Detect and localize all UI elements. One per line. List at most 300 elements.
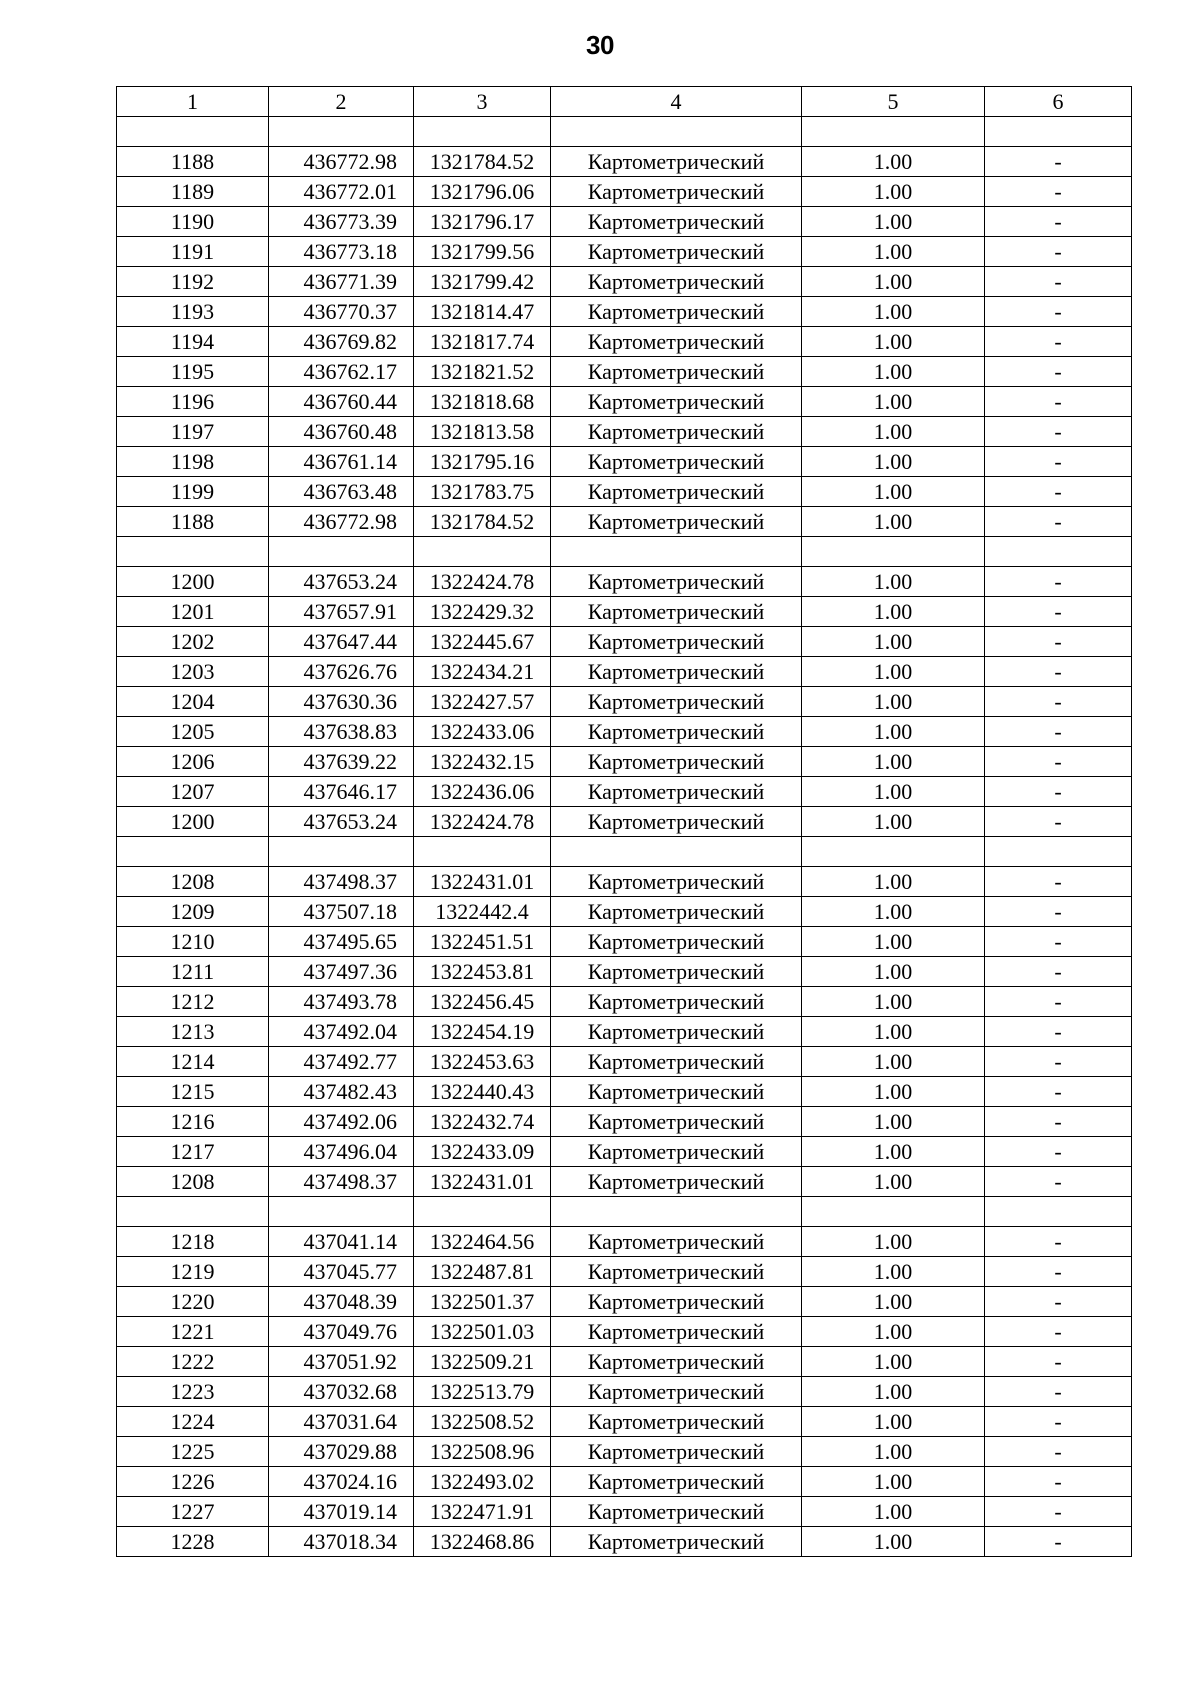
method-cell: Картометрический (551, 1257, 802, 1287)
y-coordinate-cell: 1322424.78 (414, 807, 551, 837)
method-cell: Картометрический (551, 447, 802, 477)
description-cell: - (985, 1287, 1132, 1317)
method-cell: Картометрический (551, 717, 802, 747)
table-row (117, 717, 1132, 747)
method-cell: Картометрический (551, 1317, 802, 1347)
accuracy-cell: 1.00 (802, 447, 985, 477)
method-cell: Картометрический (551, 1497, 802, 1527)
point-number-cell: 1189 (117, 177, 269, 207)
x-coordinate-cell: 437639.22 (269, 747, 414, 777)
table-row (117, 297, 1132, 327)
description-cell: - (985, 1497, 1132, 1527)
x-coordinate-cell: 437638.83 (269, 717, 414, 747)
description-cell: - (985, 567, 1132, 597)
accuracy-cell: 1.00 (802, 297, 985, 327)
y-coordinate-cell: 1321796.17 (414, 207, 551, 237)
description-cell: - (985, 897, 1132, 927)
accuracy-cell: 1.00 (802, 207, 985, 237)
table-row (117, 1527, 1132, 1557)
x-coordinate-cell: 437029.88 (269, 1437, 414, 1467)
point-number-cell: 1198 (117, 447, 269, 477)
separator-row (117, 837, 1132, 867)
description-cell: - (985, 717, 1132, 747)
table-row (117, 417, 1132, 447)
accuracy-cell: 1.00 (802, 327, 985, 357)
method-cell (551, 117, 802, 147)
method-cell: Картометрический (551, 237, 802, 267)
point-number-cell: 1223 (117, 1377, 269, 1407)
point-number-cell: 1197 (117, 417, 269, 447)
y-coordinate-cell: 1322451.51 (414, 927, 551, 957)
table-row (117, 627, 1132, 657)
description-cell (985, 837, 1132, 867)
point-number-cell (117, 1197, 269, 1227)
table-row (117, 1287, 1132, 1317)
method-cell: Картометрический (551, 1377, 802, 1407)
table-row (117, 1077, 1132, 1107)
description-cell: - (985, 987, 1132, 1017)
x-coordinate-cell: 436770.37 (269, 297, 414, 327)
description-cell: - (985, 1047, 1132, 1077)
accuracy-cell: 1.00 (802, 747, 985, 777)
description-cell: - (985, 1377, 1132, 1407)
column-header: 2 (269, 87, 414, 117)
description-cell: - (985, 357, 1132, 387)
point-number-cell (117, 837, 269, 867)
accuracy-cell: 1.00 (802, 897, 985, 927)
description-cell: - (985, 1437, 1132, 1467)
x-coordinate-cell: 437492.04 (269, 1017, 414, 1047)
point-number-cell: 1217 (117, 1137, 269, 1167)
description-cell: - (985, 1407, 1132, 1437)
point-number-cell: 1204 (117, 687, 269, 717)
table-row (117, 687, 1132, 717)
method-cell: Картометрический (551, 207, 802, 237)
accuracy-cell: 1.00 (802, 717, 985, 747)
table-row (117, 1317, 1132, 1347)
description-cell: - (985, 417, 1132, 447)
x-coordinate-cell: 437647.44 (269, 627, 414, 657)
method-cell: Картометрический (551, 507, 802, 537)
point-number-cell: 1207 (117, 777, 269, 807)
x-coordinate-cell: 437497.36 (269, 957, 414, 987)
point-number-cell: 1208 (117, 1167, 269, 1197)
description-cell: - (985, 927, 1132, 957)
method-cell (551, 837, 802, 867)
method-cell: Картометрический (551, 957, 802, 987)
method-cell: Картометрический (551, 1107, 802, 1137)
x-coordinate-cell: 437630.36 (269, 687, 414, 717)
description-cell: - (985, 507, 1132, 537)
y-coordinate-cell (414, 1197, 551, 1227)
table-row (117, 1257, 1132, 1287)
description-cell: - (985, 327, 1132, 357)
method-cell: Картометрический (551, 477, 802, 507)
accuracy-cell (802, 1197, 985, 1227)
y-coordinate-cell: 1322509.21 (414, 1347, 551, 1377)
description-cell: - (985, 627, 1132, 657)
x-coordinate-cell: 436760.48 (269, 417, 414, 447)
table-row (117, 447, 1132, 477)
table-row (117, 267, 1132, 297)
description-cell: - (985, 1467, 1132, 1497)
point-number-cell: 1224 (117, 1407, 269, 1437)
y-coordinate-cell: 1322433.06 (414, 717, 551, 747)
y-coordinate-cell (414, 837, 551, 867)
accuracy-cell: 1.00 (802, 1077, 985, 1107)
x-coordinate-cell: 437051.92 (269, 1347, 414, 1377)
table-row (117, 1347, 1132, 1377)
y-coordinate-cell: 1322487.81 (414, 1257, 551, 1287)
description-cell: - (985, 1107, 1132, 1137)
description-cell: - (985, 237, 1132, 267)
y-coordinate-cell: 1322513.79 (414, 1377, 551, 1407)
accuracy-cell (802, 117, 985, 147)
description-cell: - (985, 477, 1132, 507)
description-cell: - (985, 657, 1132, 687)
point-number-cell: 1199 (117, 477, 269, 507)
table-row (117, 357, 1132, 387)
x-coordinate-cell: 437041.14 (269, 1227, 414, 1257)
method-cell: Картометрический (551, 777, 802, 807)
method-cell (551, 537, 802, 567)
accuracy-cell: 1.00 (802, 957, 985, 987)
method-cell: Картометрический (551, 597, 802, 627)
description-cell: - (985, 1227, 1132, 1257)
y-coordinate-cell: 1322431.01 (414, 867, 551, 897)
accuracy-cell: 1.00 (802, 1377, 985, 1407)
description-cell: - (985, 387, 1132, 417)
y-coordinate-cell: 1321799.42 (414, 267, 551, 297)
description-cell: - (985, 597, 1132, 627)
x-coordinate-cell: 437049.76 (269, 1317, 414, 1347)
table-row (117, 387, 1132, 417)
x-coordinate-cell: 436760.44 (269, 387, 414, 417)
point-number-cell: 1213 (117, 1017, 269, 1047)
accuracy-cell: 1.00 (802, 1527, 985, 1557)
description-cell: - (985, 777, 1132, 807)
description-cell: - (985, 447, 1132, 477)
accuracy-cell: 1.00 (802, 567, 985, 597)
table-row (117, 1437, 1132, 1467)
table-row (117, 987, 1132, 1017)
table-row (117, 147, 1132, 177)
description-cell: - (985, 177, 1132, 207)
method-cell: Картометрический (551, 567, 802, 597)
y-coordinate-cell: 1322456.45 (414, 987, 551, 1017)
point-number-cell: 1200 (117, 807, 269, 837)
y-coordinate-cell (414, 117, 551, 147)
description-cell: - (985, 1077, 1132, 1107)
y-coordinate-cell: 1322471.91 (414, 1497, 551, 1527)
y-coordinate-cell: 1321784.52 (414, 507, 551, 537)
accuracy-cell: 1.00 (802, 477, 985, 507)
point-number-cell: 1226 (117, 1467, 269, 1497)
accuracy-cell: 1.00 (802, 777, 985, 807)
table-row (117, 807, 1132, 837)
method-cell: Картометрический (551, 747, 802, 777)
point-number-cell: 1221 (117, 1317, 269, 1347)
y-coordinate-cell: 1321818.68 (414, 387, 551, 417)
y-coordinate-cell: 1322468.86 (414, 1527, 551, 1557)
x-coordinate-cell: 437653.24 (269, 807, 414, 837)
table-row (117, 1377, 1132, 1407)
accuracy-cell: 1.00 (802, 657, 985, 687)
description-cell (985, 537, 1132, 567)
x-coordinate-cell: 437045.77 (269, 1257, 414, 1287)
table-row (117, 777, 1132, 807)
method-cell: Картометрический (551, 177, 802, 207)
accuracy-cell (802, 837, 985, 867)
y-coordinate-cell: 1322508.52 (414, 1407, 551, 1437)
point-number-cell: 1216 (117, 1107, 269, 1137)
table-row (117, 747, 1132, 777)
accuracy-cell: 1.00 (802, 1467, 985, 1497)
accuracy-cell: 1.00 (802, 1287, 985, 1317)
description-cell: - (985, 957, 1132, 987)
point-number-cell: 1228 (117, 1527, 269, 1557)
point-number-cell: 1222 (117, 1347, 269, 1377)
x-coordinate-cell: 437498.37 (269, 1167, 414, 1197)
table-row (117, 1137, 1132, 1167)
accuracy-cell: 1.00 (802, 147, 985, 177)
point-number-cell: 1210 (117, 927, 269, 957)
x-coordinate-cell: 436763.48 (269, 477, 414, 507)
method-cell: Картометрический (551, 387, 802, 417)
x-coordinate-cell: 436772.98 (269, 507, 414, 537)
description-cell: - (985, 267, 1132, 297)
accuracy-cell: 1.00 (802, 1047, 985, 1077)
y-coordinate-cell: 1322440.43 (414, 1077, 551, 1107)
y-coordinate-cell: 1322442.4 (414, 897, 551, 927)
method-cell: Картометрический (551, 927, 802, 957)
method-cell: Картометрический (551, 987, 802, 1017)
method-cell: Картометрический (551, 1407, 802, 1437)
table-row (117, 1017, 1132, 1047)
point-number-cell (117, 537, 269, 567)
x-coordinate-cell (269, 837, 414, 867)
accuracy-cell: 1.00 (802, 1107, 985, 1137)
x-coordinate-cell: 437018.34 (269, 1527, 414, 1557)
description-cell: - (985, 1527, 1132, 1557)
method-cell: Картометрический (551, 627, 802, 657)
method-cell: Картометрический (551, 1017, 802, 1047)
method-cell: Картометрический (551, 657, 802, 687)
x-coordinate-cell (269, 537, 414, 567)
x-coordinate-cell: 437626.76 (269, 657, 414, 687)
point-number-cell: 1190 (117, 207, 269, 237)
accuracy-cell: 1.00 (802, 1017, 985, 1047)
description-cell: - (985, 867, 1132, 897)
y-coordinate-cell: 1322429.32 (414, 597, 551, 627)
accuracy-cell: 1.00 (802, 177, 985, 207)
point-number-cell: 1211 (117, 957, 269, 987)
point-number-cell: 1203 (117, 657, 269, 687)
table-row (117, 237, 1132, 267)
accuracy-cell: 1.00 (802, 507, 985, 537)
accuracy-cell: 1.00 (802, 927, 985, 957)
table-row (117, 657, 1132, 687)
accuracy-cell: 1.00 (802, 1497, 985, 1527)
method-cell: Картометрический (551, 1347, 802, 1377)
y-coordinate-cell: 1321817.74 (414, 327, 551, 357)
table-row (117, 1227, 1132, 1257)
x-coordinate-cell: 437482.43 (269, 1077, 414, 1107)
description-cell: - (985, 1017, 1132, 1047)
method-cell: Картометрический (551, 267, 802, 297)
x-coordinate-cell: 437031.64 (269, 1407, 414, 1437)
method-cell: Картометрический (551, 897, 802, 927)
method-cell: Картометрический (551, 327, 802, 357)
y-coordinate-cell: 1322431.01 (414, 1167, 551, 1197)
table-row (117, 1497, 1132, 1527)
x-coordinate-cell: 437657.91 (269, 597, 414, 627)
x-coordinate-cell: 437024.16 (269, 1467, 414, 1497)
y-coordinate-cell: 1322436.06 (414, 777, 551, 807)
column-header: 6 (985, 87, 1132, 117)
point-number-cell: 1191 (117, 237, 269, 267)
description-cell: - (985, 297, 1132, 327)
x-coordinate-cell: 436762.17 (269, 357, 414, 387)
x-coordinate-cell: 436773.39 (269, 207, 414, 237)
point-number-cell: 1225 (117, 1437, 269, 1467)
accuracy-cell: 1.00 (802, 627, 985, 657)
method-cell: Картометрический (551, 1047, 802, 1077)
point-number-cell: 1215 (117, 1077, 269, 1107)
description-cell: - (985, 807, 1132, 837)
table-row (117, 327, 1132, 357)
y-coordinate-cell: 1322427.57 (414, 687, 551, 717)
table-row (117, 957, 1132, 987)
accuracy-cell: 1.00 (802, 417, 985, 447)
description-cell (985, 117, 1132, 147)
accuracy-cell: 1.00 (802, 1167, 985, 1197)
x-coordinate-cell: 436773.18 (269, 237, 414, 267)
point-number-cell (117, 117, 269, 147)
description-cell: - (985, 747, 1132, 777)
accuracy-cell: 1.00 (802, 387, 985, 417)
y-coordinate-cell: 1321799.56 (414, 237, 551, 267)
y-coordinate-cell: 1322453.81 (414, 957, 551, 987)
point-number-cell: 1201 (117, 597, 269, 627)
point-number-cell: 1202 (117, 627, 269, 657)
method-cell: Картометрический (551, 867, 802, 897)
method-cell: Картометрический (551, 1467, 802, 1497)
point-number-cell: 1205 (117, 717, 269, 747)
description-cell: - (985, 1257, 1132, 1287)
table-row (117, 507, 1132, 537)
y-coordinate-cell: 1321814.47 (414, 297, 551, 327)
y-coordinate-cell: 1321813.58 (414, 417, 551, 447)
accuracy-cell: 1.00 (802, 1317, 985, 1347)
x-coordinate-cell: 437492.06 (269, 1107, 414, 1137)
point-number-cell: 1206 (117, 747, 269, 777)
x-coordinate-cell: 436771.39 (269, 267, 414, 297)
accuracy-cell: 1.00 (802, 867, 985, 897)
x-coordinate-cell: 437493.78 (269, 987, 414, 1017)
column-header: 4 (551, 87, 802, 117)
x-coordinate-cell: 437492.77 (269, 1047, 414, 1077)
y-coordinate-cell: 1321821.52 (414, 357, 551, 387)
method-cell: Картометрический (551, 687, 802, 717)
point-number-cell: 1196 (117, 387, 269, 417)
accuracy-cell: 1.00 (802, 987, 985, 1017)
y-coordinate-cell: 1322493.02 (414, 1467, 551, 1497)
x-coordinate-cell: 437496.04 (269, 1137, 414, 1167)
table-row (117, 867, 1132, 897)
page-number: 30 (586, 30, 614, 60)
table-row (117, 897, 1132, 927)
x-coordinate-cell: 437032.68 (269, 1377, 414, 1407)
accuracy-cell: 1.00 (802, 267, 985, 297)
method-cell: Картометрический (551, 807, 802, 837)
accuracy-cell: 1.00 (802, 1227, 985, 1257)
method-cell: Картометрический (551, 1077, 802, 1107)
accuracy-cell: 1.00 (802, 1407, 985, 1437)
method-cell: Картометрический (551, 297, 802, 327)
point-number-cell: 1188 (117, 507, 269, 537)
y-coordinate-cell: 1322432.74 (414, 1107, 551, 1137)
y-coordinate-cell: 1321796.06 (414, 177, 551, 207)
accuracy-cell: 1.00 (802, 807, 985, 837)
method-cell: Картометрический (551, 147, 802, 177)
point-number-cell: 1220 (117, 1287, 269, 1317)
x-coordinate-cell: 437048.39 (269, 1287, 414, 1317)
table-row (117, 1107, 1132, 1137)
separator-row (117, 117, 1132, 147)
description-cell: - (985, 1137, 1132, 1167)
method-cell: Картометрический (551, 1137, 802, 1167)
table-body (117, 117, 1132, 1557)
y-coordinate-cell: 1322445.67 (414, 627, 551, 657)
x-coordinate-cell: 436772.98 (269, 147, 414, 177)
method-cell: Картометрический (551, 1287, 802, 1317)
x-coordinate-cell: 437495.65 (269, 927, 414, 957)
column-header: 3 (414, 87, 551, 117)
y-coordinate-cell: 1322434.21 (414, 657, 551, 687)
method-cell: Картометрический (551, 1527, 802, 1557)
x-coordinate-cell: 437653.24 (269, 567, 414, 597)
column-header: 5 (802, 87, 985, 117)
point-number-cell: 1214 (117, 1047, 269, 1077)
point-number-cell: 1209 (117, 897, 269, 927)
method-cell (551, 1197, 802, 1227)
table-row (117, 1407, 1132, 1437)
x-coordinate-cell: 437507.18 (269, 897, 414, 927)
x-coordinate-cell: 437019.14 (269, 1497, 414, 1527)
description-cell: - (985, 1347, 1132, 1377)
y-coordinate-cell: 1322464.56 (414, 1227, 551, 1257)
description-cell: - (985, 1317, 1132, 1347)
point-number-cell: 1194 (117, 327, 269, 357)
x-coordinate-cell (269, 1197, 414, 1227)
method-cell: Картометрический (551, 417, 802, 447)
method-cell: Картометрический (551, 1437, 802, 1467)
description-cell (985, 1197, 1132, 1227)
accuracy-cell: 1.00 (802, 237, 985, 267)
accuracy-cell: 1.00 (802, 357, 985, 387)
point-number-cell: 1212 (117, 987, 269, 1017)
description-cell: - (985, 147, 1132, 177)
table-row (117, 1467, 1132, 1497)
table-row (117, 1167, 1132, 1197)
accuracy-cell (802, 537, 985, 567)
table-row (117, 177, 1132, 207)
table-row (117, 597, 1132, 627)
accuracy-cell: 1.00 (802, 1347, 985, 1377)
y-coordinate-cell: 1322501.03 (414, 1317, 551, 1347)
point-number-cell: 1219 (117, 1257, 269, 1287)
